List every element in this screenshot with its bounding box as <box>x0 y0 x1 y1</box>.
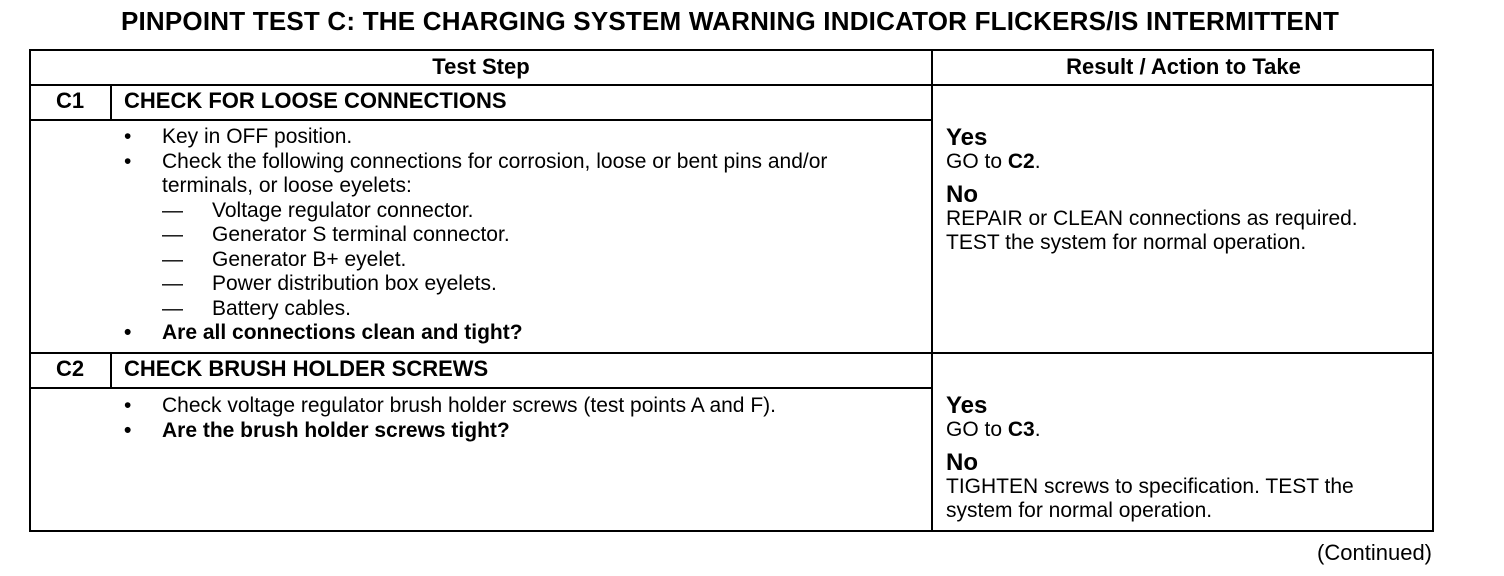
column-divider <box>931 49 933 532</box>
step-c2-instructions <box>120 394 900 443</box>
step-id-c2: C2 <box>55 356 85 381</box>
header-divider <box>29 84 1434 86</box>
list-item <box>162 248 910 273</box>
dash-icon: — <box>162 198 183 222</box>
dash-icon: — <box>162 272 183 295</box>
step-title-c2: CHECK BRUSH HOLDER SCREWS <box>124 356 489 381</box>
instruction-text: Check voltage regulator brush holder screws (test points A and F). <box>162 394 776 417</box>
result-c2 <box>946 394 1416 524</box>
list-item <box>162 272 910 297</box>
step-title-c1: CHECK FOR LOOSE CONNECTIONS <box>124 88 507 113</box>
list-item <box>162 223 910 248</box>
connection-text: Battery cables. <box>212 296 351 320</box>
yes-action-target: C2 <box>1007 150 1035 173</box>
bullet-icon: • <box>124 418 132 442</box>
yes-action <box>946 418 1416 443</box>
result-c1 <box>946 126 1416 256</box>
bullet-icon: • <box>124 125 132 148</box>
list-item <box>120 125 910 150</box>
yes-action <box>946 150 1416 175</box>
dash-icon: — <box>162 247 183 271</box>
connection-list <box>162 199 910 322</box>
yes-action-target: C3 <box>1007 418 1035 441</box>
connection-text: Generator B+ eyelet. <box>212 247 407 271</box>
bullet-icon: • <box>124 149 132 173</box>
connection-text: Power distribution box eyelets. <box>212 272 497 295</box>
page-title: PINPOINT TEST C: THE CHARGING SYSTEM WARNING INDICATOR FLICKERS/IS INTERMITTENT <box>120 6 1340 36</box>
yes-action-prefix: GO to <box>946 150 1008 173</box>
list-item <box>162 297 910 322</box>
list-item <box>120 419 900 444</box>
result-action-header: Result / Action to Take <box>1066 54 1301 79</box>
test-step-header: Test Step <box>432 54 530 79</box>
connection-text: Generator S terminal connector. <box>212 223 510 246</box>
no-action: REPAIR or CLEAN connections as required. TEST the system for normal operation. <box>946 206 1358 254</box>
yes-action-prefix: GO to <box>946 418 1008 441</box>
question-text: Are all connections clean and tight? <box>162 321 523 344</box>
list-item <box>120 321 910 346</box>
step-c1-instructions <box>120 125 910 346</box>
c2-id-divider <box>110 352 112 388</box>
no-action: TIGHTEN screws to specification. TEST the system for normal operation. <box>946 474 1354 522</box>
continued-note: (Continued) <box>1317 540 1432 565</box>
instruction-text: Check the following connections for corrosion, loose or bent pins and/or terminals, or loose eyelets: <box>162 149 828 197</box>
yes-action-suffix: . <box>1034 150 1041 173</box>
c1-title-divider <box>29 119 932 121</box>
question-text: Are the brush holder screws tight? <box>162 418 510 442</box>
yes-label: Yes <box>946 392 988 419</box>
bullet-icon: • <box>124 321 132 344</box>
step-id-c1: C1 <box>55 88 85 113</box>
yes-action-suffix: . <box>1034 418 1041 441</box>
bullet-icon: • <box>124 394 132 417</box>
instruction-text: Key in OFF position. <box>162 125 353 148</box>
list-item <box>120 150 910 322</box>
c2-title-divider <box>29 387 932 389</box>
list-item <box>120 394 900 419</box>
yes-label: Yes <box>946 124 988 151</box>
list-item <box>162 199 910 224</box>
c1-id-divider <box>110 84 112 120</box>
no-label: No <box>946 448 978 476</box>
dash-icon: — <box>162 296 183 320</box>
dash-icon: — <box>162 223 183 246</box>
connection-text: Voltage regulator connector. <box>212 198 474 222</box>
row-divider <box>29 352 1434 354</box>
no-label: No <box>946 180 978 208</box>
